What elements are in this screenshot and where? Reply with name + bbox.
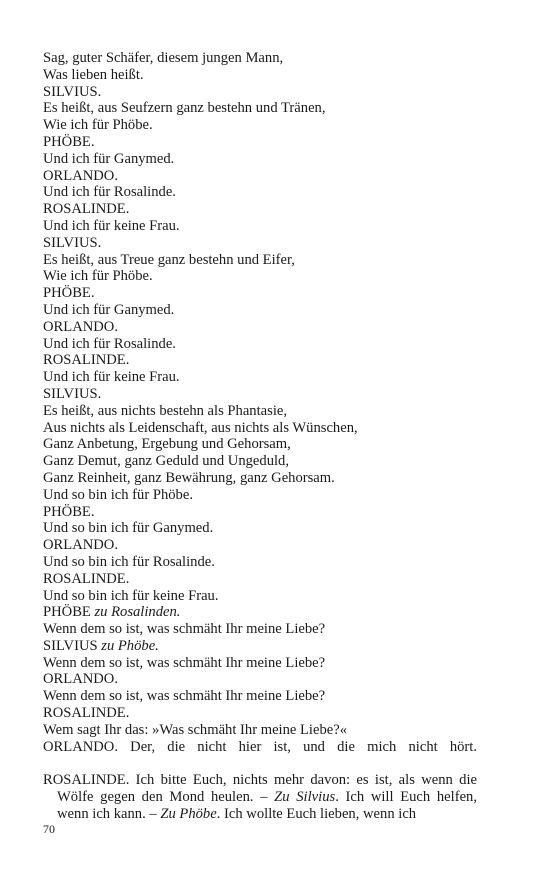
verse-line: Ganz Reinheit, ganz Bewährung, ganz Gehorsam. (43, 469, 335, 486)
verse-line: ORLANDO. (43, 167, 118, 184)
prose-paragraph: ORLANDO. Der, die nicht hier ist, und die mich nicht hört. (43, 738, 477, 755)
verse-line: Wenn dem so ist, was schmäht Ihr meine Liebe? (43, 621, 326, 638)
verse-line: ROSALINDE. (43, 352, 130, 369)
prose-text: . Ich will Euch helfen, wenn ich kann. – (57, 789, 477, 822)
verse-line: Und so bin ich für Ganymed. (43, 520, 214, 537)
verse-line: Wenn dem so ist, was schmäht Ihr meine Liebe? (43, 654, 326, 671)
verse-line: Und ich für Rosalinde. (43, 335, 176, 352)
verse-line: Und so bin ich für Phöbe. (43, 486, 193, 503)
stage-direction: zu Rosalinden. (94, 604, 181, 621)
verse-line: Und so bin ich für keine Frau. (43, 587, 219, 604)
stage-direction: zu Phöbe. (101, 637, 159, 654)
prose-paragraph (43, 772, 477, 822)
verse-line: Und ich für Ganymed. (43, 301, 175, 318)
verse-line: PHÖBE. (43, 285, 95, 302)
verse-line: Wenn dem so ist, was schmäht Ihr meine Liebe? (43, 688, 326, 705)
stage-direction: Zu Silvius (274, 789, 336, 806)
verse-line: Und ich für keine Frau. (43, 217, 180, 234)
speaker-line (43, 638, 477, 655)
verse-line: SILVIUS. (43, 234, 102, 251)
verse-line: Ganz Anbetung, Ergebung und Gehorsam, (43, 436, 291, 453)
play-text (43, 50, 477, 822)
verse-line: Es heißt, aus Treue ganz bestehn und Eifer, (43, 251, 295, 268)
speaker-name: PHÖBE (43, 604, 91, 621)
verse-line: Es heißt, aus nichts bestehn als Phantasie, (43, 402, 287, 419)
verse-line: Wem sagt Ihr das: »Was schmäht Ihr meine Liebe?« (43, 721, 348, 738)
verse-line: Aus nichts als Leidenschaft, aus nichts als Wünschen, (43, 419, 358, 436)
verse-line: ORLANDO. (43, 318, 118, 335)
verse-lines (43, 50, 477, 604)
verse-line: Ganz Demut, ganz Geduld und Ungeduld, (43, 453, 290, 470)
speaker-line: ORLANDO. (43, 671, 118, 688)
verse-line: ROSALINDE. (43, 570, 130, 587)
verse-line: SILVIUS. (43, 385, 102, 402)
verse-line: PHÖBE. (43, 503, 95, 520)
verse-line: Und ich für Ganymed. (43, 150, 175, 167)
verse-line: Wie ich für Phöbe. (43, 268, 153, 285)
verse-line: Es heißt, aus Seufzern ganz bestehn und Tränen, (43, 100, 326, 117)
verse-line: Sag, guter Schäfer, diesem jungen Mann, (43, 50, 284, 66)
prose-text: ROSALINDE. Ich bitte Euch, nichts mehr davon: es ist, als wenn die Wölfe gegen den Mond heulen. – (43, 772, 477, 806)
verse-line: SILVIUS. (43, 83, 102, 100)
page-number: 70 (43, 822, 55, 836)
speaker-line: ROSALINDE. (43, 705, 130, 722)
verse-line: PHÖBE. (43, 133, 95, 150)
verse-line: Und ich für keine Frau. (43, 369, 180, 386)
stage-direction: Zu Phöbe (160, 805, 217, 822)
speaker-name: SILVIUS (43, 637, 98, 654)
verse-line: Was lieben heißt. (43, 66, 144, 83)
verse-line: Und ich für Rosalinde. (43, 184, 176, 201)
verse-line: ROSALINDE. (43, 201, 130, 218)
verse-line: ORLANDO. (43, 537, 118, 554)
verse-line: Wie ich für Phöbe. (43, 117, 153, 134)
verse-line: Und so bin ich für Rosalinde. (43, 553, 215, 570)
prose-text: . Ich wollte Euch lieben, wenn ich (216, 805, 417, 822)
speaker-line (43, 604, 477, 621)
